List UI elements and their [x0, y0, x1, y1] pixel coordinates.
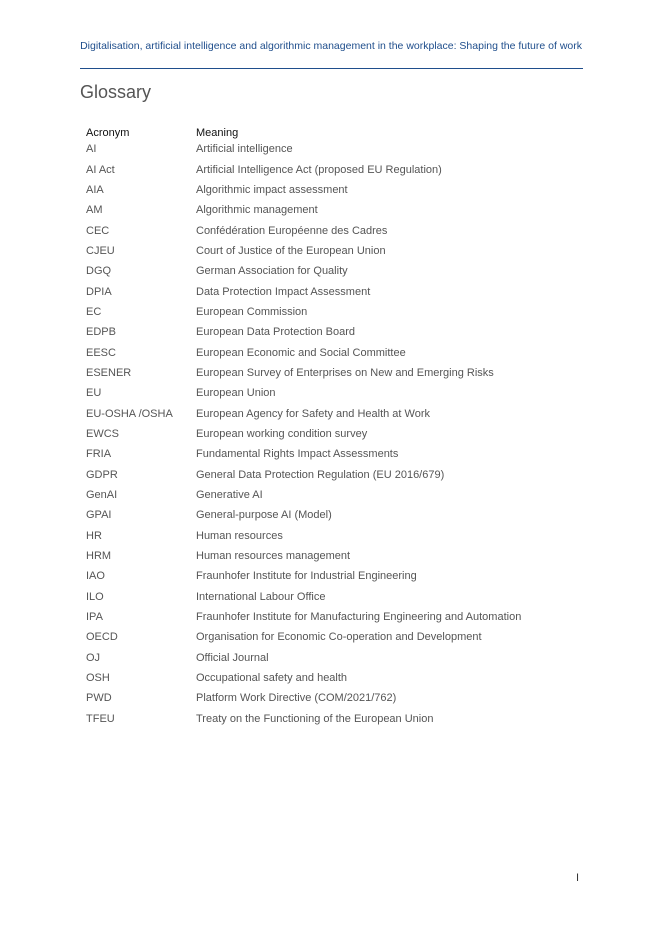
- acronym-cell: IPA: [86, 611, 103, 624]
- acronym-cell: OSH: [86, 672, 110, 685]
- table-row: [80, 526, 527, 546]
- acronym-cell: AM: [86, 204, 103, 217]
- meaning-cell: Artificial Intelligence Act (proposed EU Regulation): [196, 163, 442, 176]
- acronym-cell: CJEU: [86, 244, 115, 257]
- table-row: [80, 648, 527, 668]
- table-row: [80, 709, 527, 729]
- acronym-cell: EESC: [86, 346, 116, 359]
- table-row: [80, 546, 527, 566]
- glossary-table: [80, 120, 527, 729]
- table-row: [80, 465, 527, 485]
- page-number: I: [576, 872, 580, 884]
- meaning-cell: Human resources: [196, 529, 283, 542]
- meaning-cell: Official Journal: [196, 651, 269, 664]
- column-header-acronym: Acronym: [86, 127, 130, 139]
- meaning-cell: Confédération Européenne des Cadres: [196, 224, 388, 237]
- meaning-cell: Platform Work Directive (COM/2021/762): [196, 692, 397, 705]
- table-row: [80, 241, 527, 261]
- glossary-body: [80, 139, 527, 729]
- table-row: [80, 424, 527, 444]
- table-row: [80, 627, 527, 647]
- acronym-cell: EU: [86, 387, 102, 400]
- acronym-cell: EWCS: [86, 427, 119, 440]
- table-row: [80, 200, 527, 220]
- acronym-cell: FRIA: [86, 448, 112, 461]
- meaning-cell: Occupational safety and health: [196, 672, 348, 685]
- table-row: [80, 403, 527, 423]
- acronym-cell: AI Act: [86, 163, 115, 176]
- meaning-cell: German Association for Quality: [196, 265, 348, 278]
- meaning-cell: Artificial intelligence: [196, 143, 293, 156]
- acronym-cell: GenAI: [86, 489, 118, 502]
- meaning-cell: Fundamental Rights Impact Assessments: [196, 448, 399, 461]
- meaning-cell: General Data Protection Regulation (EU 2016/679): [196, 468, 445, 481]
- acronym-cell: ESENER: [86, 366, 132, 379]
- page-title: Glossary: [80, 82, 152, 102]
- table-row: [80, 444, 527, 464]
- meaning-cell: Court of Justice of the European Union: [196, 244, 386, 257]
- table-row: [80, 180, 527, 200]
- table-header-row: [80, 120, 527, 139]
- table-row: [80, 220, 527, 240]
- meaning-cell: European working condition survey: [196, 427, 368, 440]
- acronym-cell: EDPB: [86, 326, 116, 339]
- running-header: Digitalisation, artificial intelligence and algorithmic management in the workplace: Shaping the future of work: [80, 40, 582, 52]
- acronym-cell: IAO: [86, 570, 105, 583]
- meaning-cell: European Economic and Social Committee: [196, 346, 406, 359]
- meaning-cell: European Union: [196, 387, 276, 400]
- acronym-cell: DGQ: [86, 265, 112, 278]
- acronym-cell: OJ: [86, 651, 101, 664]
- table-row: [80, 383, 527, 403]
- table-row: [80, 505, 527, 525]
- acronym-cell: HR: [86, 529, 102, 542]
- meaning-cell: Fraunhofer Institute for Manufacturing Engineering and Automation: [196, 611, 522, 624]
- acronym-cell: ILO: [86, 590, 104, 603]
- table-row: [80, 342, 527, 362]
- table-row: [80, 302, 527, 322]
- table-row: [80, 587, 527, 607]
- acronym-cell: PWD: [86, 692, 112, 705]
- acronym-cell: GDPR: [86, 468, 118, 481]
- acronym-cell: AI: [86, 143, 97, 156]
- meaning-cell: Algorithmic impact assessment: [196, 183, 348, 196]
- meaning-cell: Fraunhofer Institute for Industrial Engineering: [196, 570, 417, 583]
- meaning-cell: European Commission: [196, 305, 308, 318]
- meaning-cell: Human resources management: [196, 550, 351, 563]
- meaning-cell: European Survey of Enterprises on New and Emerging Risks: [196, 366, 494, 379]
- meaning-cell: Organisation for Economic Co-operation and Development: [196, 631, 482, 644]
- meaning-cell: Treaty on the Functioning of the European Union: [196, 712, 434, 725]
- acronym-cell: EU-OSHA /OSHA: [86, 407, 173, 420]
- acronym-cell: EC: [86, 305, 102, 318]
- table-row: [80, 261, 527, 281]
- acronym-cell: AIA: [86, 183, 104, 196]
- table-row: [80, 566, 527, 586]
- meaning-cell: Algorithmic management: [196, 204, 318, 217]
- column-header-meaning: Meaning: [196, 127, 239, 139]
- table-row: [80, 159, 527, 179]
- acronym-cell: TFEU: [86, 712, 115, 725]
- table-row: [80, 322, 527, 342]
- meaning-cell: Data Protection Impact Assessment: [196, 285, 371, 298]
- acronym-cell: DPIA: [86, 285, 112, 298]
- acronym-cell: OECD: [86, 631, 118, 644]
- meaning-cell: General-purpose AI (Model): [196, 509, 332, 522]
- meaning-cell: Generative AI: [196, 489, 263, 502]
- table-row: [80, 688, 527, 708]
- table-row: [80, 607, 527, 627]
- acronym-cell: CEC: [86, 224, 110, 237]
- meaning-cell: International Labour Office: [196, 590, 326, 603]
- table-row: [80, 281, 527, 301]
- table-row: [80, 668, 527, 688]
- header-divider: [80, 68, 583, 69]
- meaning-cell: European Data Protection Board: [196, 326, 355, 339]
- meaning-cell: European Agency for Safety and Health at Work: [196, 407, 430, 420]
- acronym-cell: HRM: [86, 550, 112, 563]
- table-row: [80, 485, 527, 505]
- acronym-cell: GPAI: [86, 509, 112, 522]
- table-row: [80, 363, 527, 383]
- table-row: [80, 139, 527, 159]
